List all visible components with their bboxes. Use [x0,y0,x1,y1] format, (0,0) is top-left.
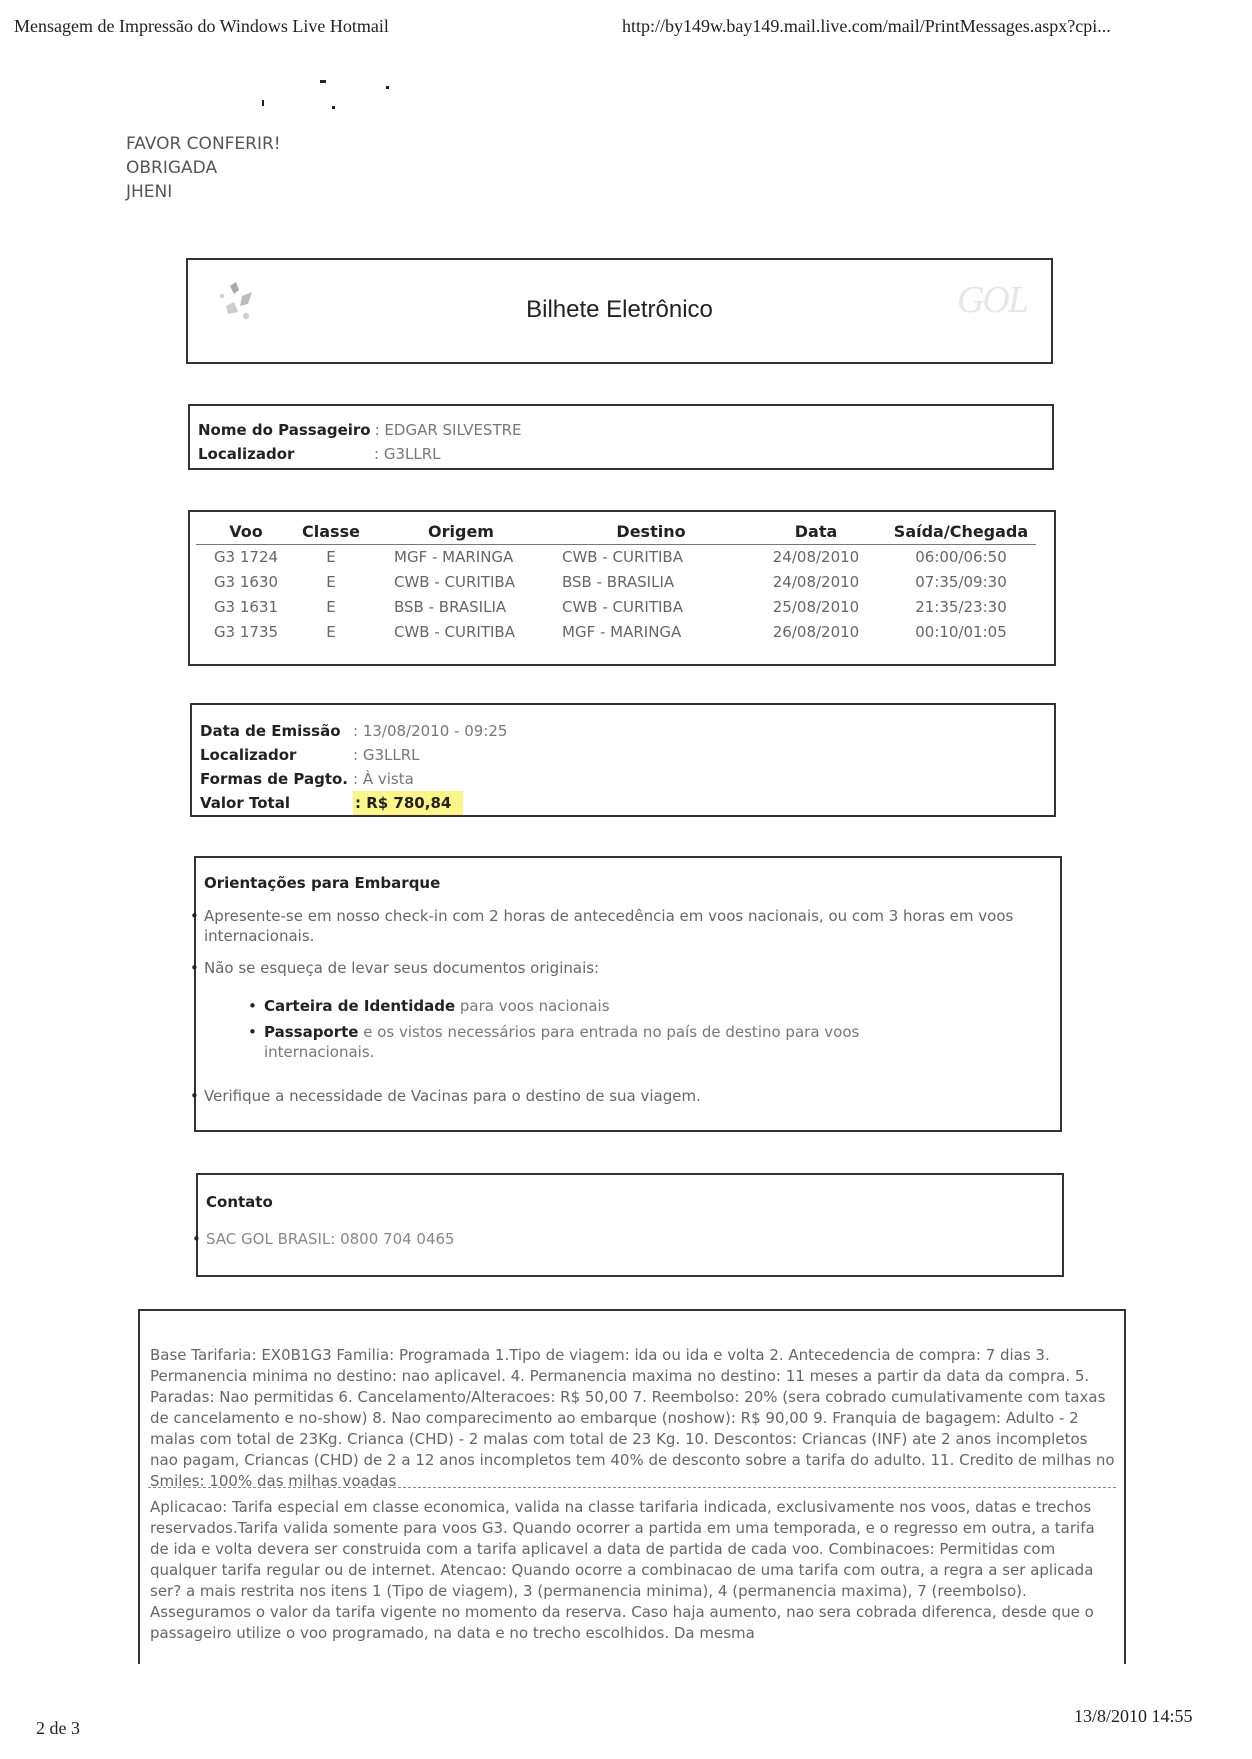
cell-origem: MGF - MARINGA [394,548,514,566]
ticket-title-box [186,258,1053,364]
scan-speck [332,106,335,109]
note-line: OBRIGADA [126,158,218,178]
cell-destino: CWB - CURITIBA [562,548,683,566]
col-destino: Destino [556,520,746,545]
list-item-text: Verifique a necessidade de Vacinas para o destino de sua viagem. [204,1087,701,1105]
table-row [196,570,1036,595]
payment-locator-value: : G3LLRL [353,746,420,764]
fare-rules-box [138,1309,1126,1664]
list-item: • Apresente-se em nosso check-in com 2 horas de antecedência em voos nacionais, ou com 3 horas em voos internacionais. [190,907,1014,945]
fare-application-text: Aplicacao: Tarifa especial em classe economica, valida na classe tarifaria indicada, exclusivamente nos voos, datas e trechos reservados.Tarifa valida somente para voos G3. Quando ocorrer a partida em uma temporada, e o regresso em outra, a tarifa de ida e volta devera ser construida com a tarifa aplicavel a data de partida de cada voo. Combinacoes: Permitidas com qualquer tarifa regular ou de internet. Atencao: Quando ocorre a combinacao de uma tarifa com outra, a regra a ser aplicada ser? a mais restrita nos itens 1 (Tipo de viagem), 3 (permanencia minima), 4 (permanencia maxima), 7 (reembolso). Asseguramos o valor da tarifa vigente no momento da reserva. Caso haja aumento, nao sera cobrada diferenca, desde que o passageiro utilize o voo programado, na data e no trecho escolhidos. Da mesma [150,1498,1095,1642]
divider [148,1487,1116,1488]
cell-voo: G3 1631 [213,598,279,616]
sub-item-text: para voos nacionais [455,997,610,1015]
table-header-row [196,520,1036,545]
col-horario: Saída/Chegada [886,520,1036,545]
col-classe: Classe [296,520,366,545]
print-header-title: Mensagem de Impressão do Windows Live Hotmail [14,16,389,36]
page-number: 2 de 3 [36,1718,80,1738]
cell-classe: E [326,598,336,616]
sub-item-bold: Passaporte [264,1023,359,1041]
cell-voo: G3 1630 [213,573,279,591]
total-label: Valor Total [200,794,290,812]
gol-logo: GOL [956,279,1027,321]
cell-horario: 21:35/23:30 [915,598,1007,616]
scan-speck [262,100,264,106]
list-item: • Não se esqueça de levar seus documentos originais: [190,959,600,977]
table-row [196,545,1036,571]
passenger-name-value: : EDGAR SILVESTRE [374,421,522,439]
list-item-text: Apresente-se em nosso check-in com 2 horas de antecedência em voos nacionais, ou com 3 horas em voos internacionais. [204,907,1014,945]
scan-speck [386,86,389,89]
contact-box [192,1173,1064,1277]
table-row [196,620,1036,645]
emission-date-label: Data de Emissão [200,722,341,740]
cell-classe: E [326,623,336,641]
flights-box [188,510,1056,666]
cell-origem: BSB - BRASILIA [394,598,507,616]
cell-destino: MGF - MARINGA [562,623,682,641]
payment-box [190,703,1056,817]
boarding-instructions-box [190,856,1062,1132]
list-item: • Verifique a necessidade de Vacinas para o destino de sua viagem. [190,1087,701,1105]
scan-speck [320,80,326,83]
cell-destino: CWB - CURITIBA [562,598,683,616]
list-item: • SAC GOL BRASIL: 0800 704 0465 [192,1230,455,1248]
cell-horario: 00:10/01:05 [915,623,1007,641]
passenger-name-label: Nome do Passageiro [198,421,371,439]
col-voo: Voo [196,520,296,545]
col-data: Data [746,520,886,545]
fare-rules-text: Base Tarifaria: EX0B1G3 Familia: Programada 1.Tipo de viagem: ida ou ida e volta 2. Antecedencia de compra: 7 dias 3. Permanencia minima no destino: nao aplicavel. 4. Permanencia maxima no destino: 11 meses a partir da data da compra. 5. Paradas: Nao permitidas 6. Cancelamento/Alteracoes: R$ 50,00 7. Reembolso: 20% (sera cobrado cumulativamente com taxas de cancelamento e no-show) 8. Nao comparecimento ao embarque (noshow): R$ 90,00 9. Franquia de bagagem: Adulto - 2 malas com total de 23Kg. Crianca (CHD) - 2 malas com total de 23 Kg. 10. Descontos: Criancas (INF) ate 2 anos incompletos nao pagam, Criancas (CHD) de 2 a 12 anos incompletos tem 40% de desconto sobre a tarifa do adulto. 11. Credito de milhas no Smiles: 100% das milhas voadas [150,1346,1115,1490]
col-origem: Origem [366,520,556,545]
print-datetime: 13/8/2010 14:55 [1074,1706,1193,1726]
payment-locator-label: Localizador [200,746,297,764]
email-note [126,132,281,204]
locator-label: Localizador [198,445,295,463]
passenger-box [188,404,1054,470]
cell-horario: 07:35/09:30 [915,573,1007,591]
section-title: Orientações para Embarque [204,874,441,892]
locator-value: : G3LLRL [374,445,441,463]
cell-data: 26/08/2010 [772,623,860,641]
section-title: Contato [206,1193,273,1211]
cell-data: 25/08/2010 [772,598,860,616]
cell-origem: CWB - CURITIBA [394,573,515,591]
flights-table [196,520,1036,645]
cell-origem: CWB - CURITIBA [394,623,515,641]
cell-destino: BSB - BRASILIA [562,573,675,591]
sub-list-item: • Passaporte e os vistos necessários para entrada no país de destino para voos internacionais. [248,1023,860,1061]
cell-voo: G3 1724 [213,548,279,566]
cell-voo: G3 1735 [213,623,279,641]
payment-method-label: Formas de Pagto. [200,770,349,788]
page-title: Bilhete Eletrônico [526,296,713,323]
emission-date-value: : 13/08/2010 - 09:25 [353,722,508,740]
total-value: : R$ 780,84 [353,791,463,815]
payment-method-value: : À vista [353,770,414,788]
print-header-url: http://by149w.bay149.mail.live.com/mail/PrintMessages.aspx?cpi... [622,16,1111,36]
sub-item-text: e os vistos necessários para entrada no país de destino para voos internacionais. [264,1023,860,1061]
cell-classe: E [326,573,336,591]
table-row [196,595,1036,620]
list-item-text: Não se esqueça de levar seus documentos originais: [204,959,600,977]
contact-phone: SAC GOL BRASIL: 0800 704 0465 [206,1230,455,1248]
cell-data: 24/08/2010 [772,573,860,591]
sub-list-item: • Carteira de Identidade para voos nacionais [248,997,610,1015]
note-line: JHENI [126,182,173,202]
note-line: FAVOR CONFERIR! [126,134,281,154]
cell-data: 24/08/2010 [772,548,860,566]
cell-horario: 06:00/06:50 [915,548,1007,566]
cell-classe: E [326,548,336,566]
sub-item-bold: Carteira de Identidade [264,997,456,1015]
